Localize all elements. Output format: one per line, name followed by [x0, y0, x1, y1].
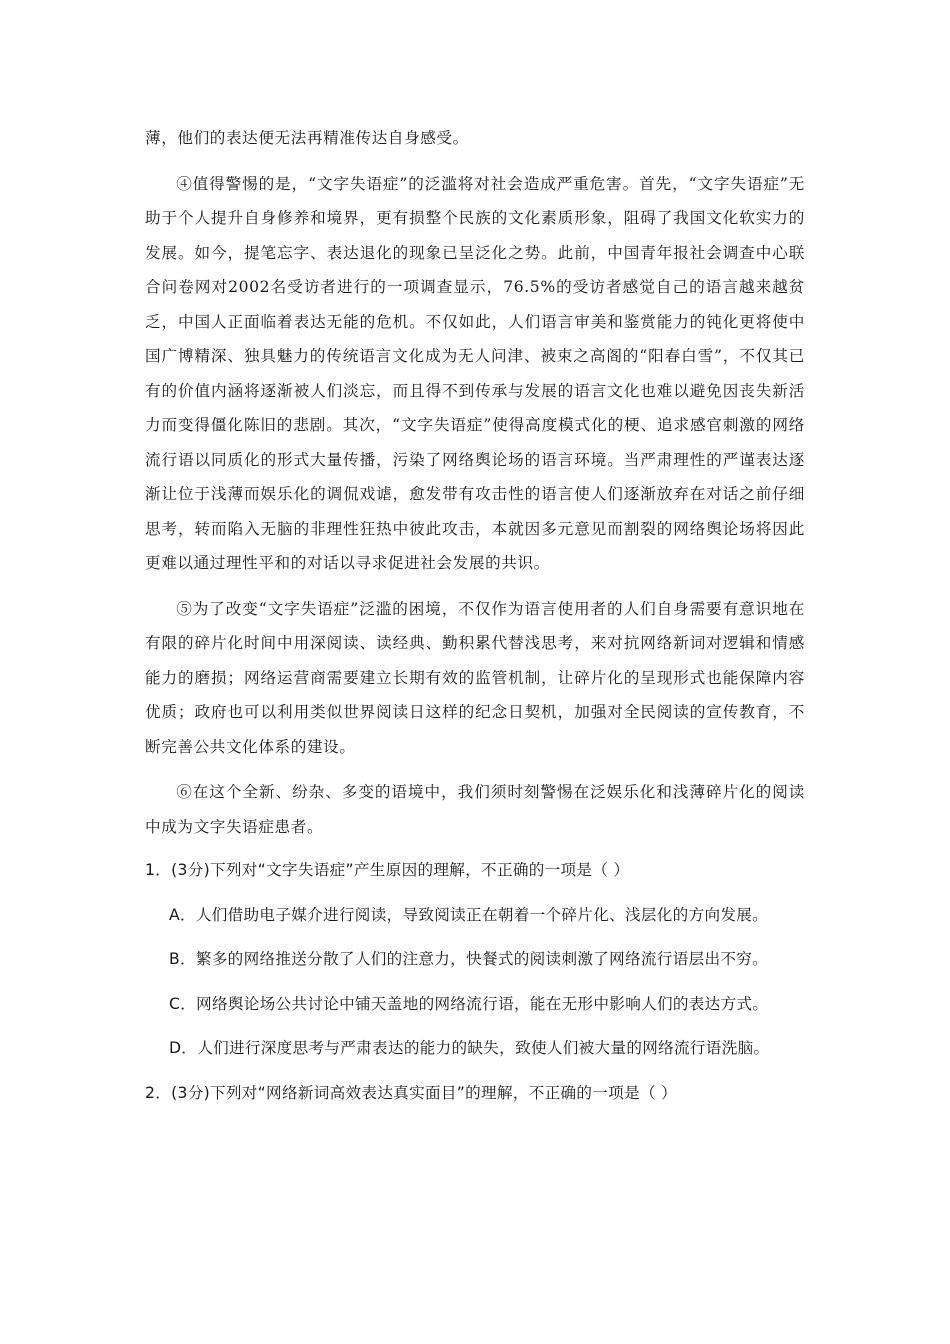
spacer [145, 844, 805, 853]
paragraph-5: ⑤为了改变“文字失语症”泛滥的困境，不仅作为语言使用者的人们自身需要有意识地在有限的碎片化时间中用深阅读、读经典、勤积累代替浅思考，来对抗网络新词对逻辑和情感能力的磨损；网络运营商需要建立长期有效的监管机制，让碎片化的呈现形式也能保障内容优质；政府也可以利用类似世界阅读日这样的纪念日契机，加强对全民阅读的宣传教育，不断完善公共文化体系的建设。 [145, 599, 805, 756]
spacer [145, 156, 805, 167]
spacer [145, 888, 805, 898]
spacer [145, 1066, 805, 1076]
spacer [145, 1021, 805, 1031]
paragraph-continued: 薄，他们的表达便无法再精准传达自身感受。 [145, 129, 469, 147]
question-1-stem: 1．(3分)下列对“文字失语症”产生原因的理解，不正确的一项是（ ） [145, 861, 630, 879]
spacer [145, 581, 805, 592]
spacer [145, 977, 805, 987]
question-1-option-a: A．人们借助电子媒介进行阅读，导致阅读正在朝着一个碎片化、浅层化的方向发展。 [169, 905, 769, 924]
question-2-stem: 2．(3分)下列对“网络新词高效表达真实面目”的理解，不正确的一项是（ ） [145, 1083, 678, 1102]
question-1-option-b: B．繁多的网络推送分散了人们的注意力，快餐式的阅读刺激了网络流行语层出不穷。 [169, 950, 769, 968]
spacer [145, 932, 805, 942]
question-1-option-d: D．人们进行深度思考与严肃表达的能力的缺失，致使人们被大量的网络流行语洗脑。 [169, 1039, 770, 1057]
document-page [145, 121, 805, 1110]
spacer [145, 764, 805, 775]
paragraph-4: ④值得警惕的是，“文字失语症”的泛滥将对社会造成严重危害。首先，“文字失语症”无助于个人提升自身修养和境界，更有损整个民族的文化素质形象，阻碍了我国文化软实力的发展。如今，提笔忘字、表达退化的现象已呈泛化之势。此前，中国青年报社会调查中心联合问卷网对2002名受访者进行的一项调查显示，76.5%的受访者感觉自己的语言越来越贫乏，中国人正面临着表达无能的危机。不仅如此，人们语言审美和鉴赏能力的钝化更将使中国广博精深、独具魅力的传统语言文化成为无人问津、被束之高阁的“阳春白雪”，不仅其已有的价值内涵将逐渐被人们淡忘，而且得不到传承与发展的语言文化也难以避免因丧失新活力而变得僵化陈旧的悲剧。其次，“文字失语症”使得高度模式化的梗、追求感官刺激的网络流行语以同质化的形式大量传播，污染了网络舆论场的语言环境。当严肃理性的严谨表达逐渐让位于浅薄而娱乐化的调侃戏谑，愈发带有攻击性的语言使人们逐渐放弃在对话之前仔细思考，转而陷入无脑的非理性狂热中彼此攻击，本就因多元意见而割裂的网络舆论场将因此更难以通过理性平和的对话以寻求促进社会发展的共识。 [145, 174, 805, 572]
paragraph-6: ⑥在这个全新、纷杂、多变的语境中，我们须时刻警惕在泛娱乐化和浅薄碎片化的阅读中成为文字失语症患者。 [145, 783, 805, 836]
question-1-option-c: C．网络舆论场公共讨论中铺天盖地的网络流行语，能在无形中影响人们的表达方式。 [169, 994, 769, 1013]
